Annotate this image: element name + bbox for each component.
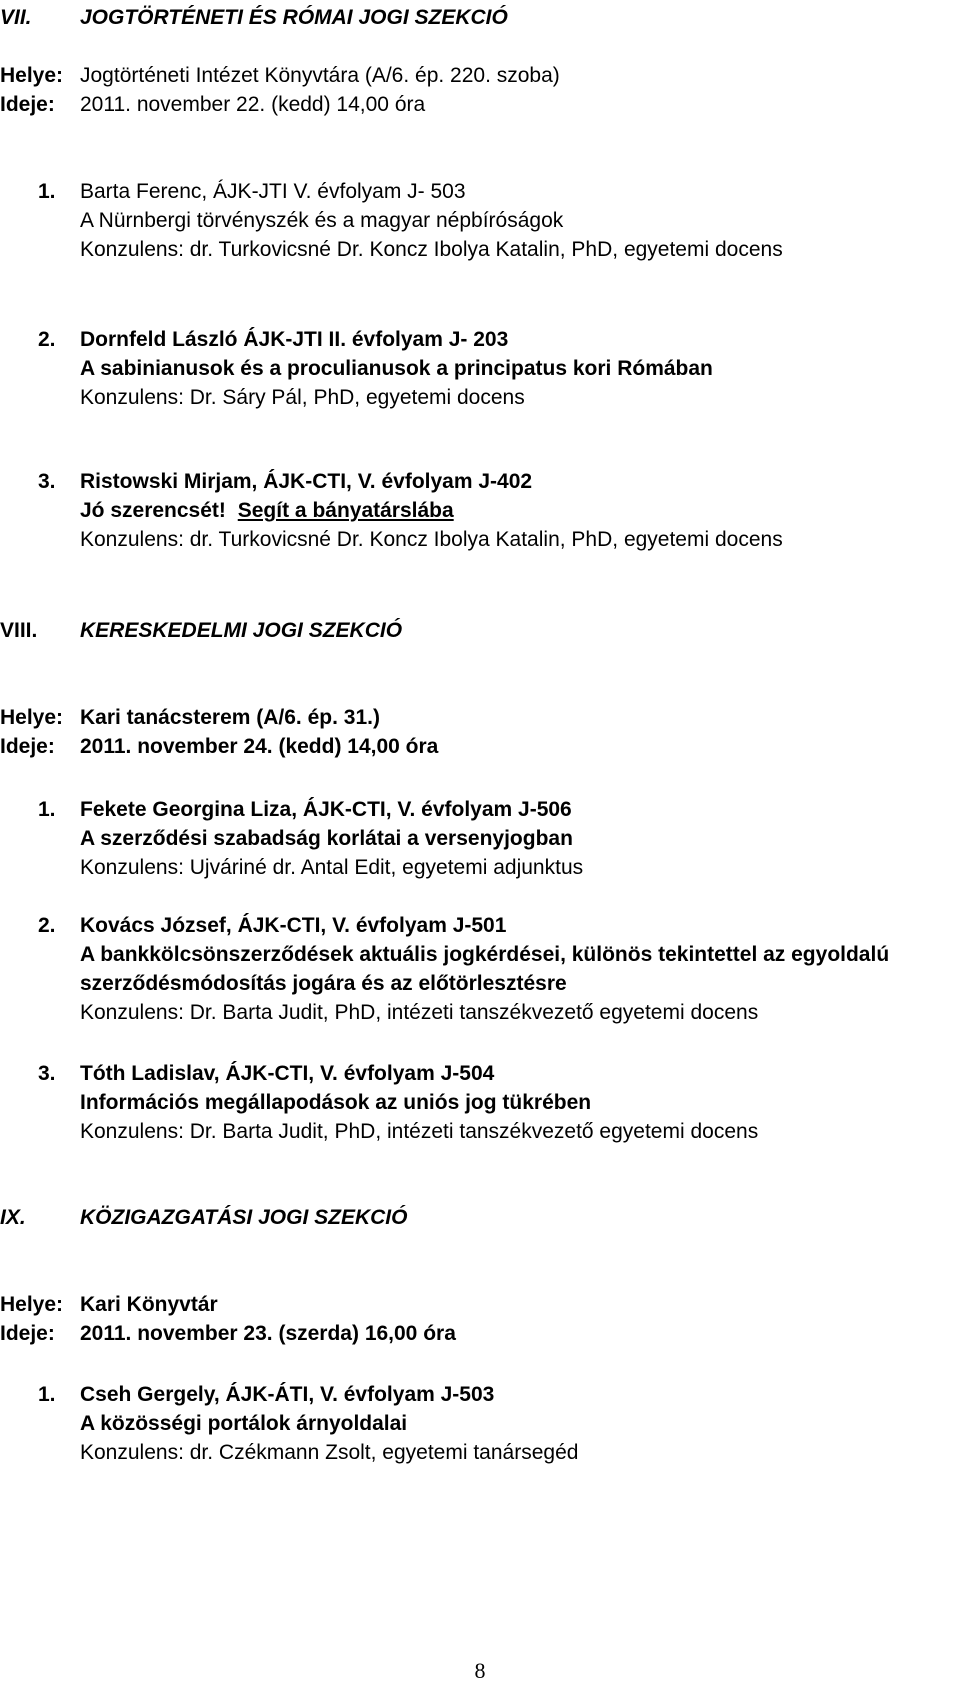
time-label: Ideje:	[0, 1322, 55, 1345]
place-value: Jogtörténeti Intézet Könyvtára (A/6. ép. 220. szoba)	[80, 64, 560, 87]
item-title	[80, 496, 454, 525]
item-title-part2: Segít a bányatárslába	[237, 499, 454, 522]
section-venue-vii	[0, 61, 960, 119]
section-heading-viii	[0, 616, 960, 645]
item-title: A szerződési szabadság korlátai a versenyjogban	[80, 827, 573, 850]
place-value: Kari Könyvtár	[80, 1293, 218, 1316]
item-consultant: Konzulens: Dr. Barta Judit, PhD, intézeti tanszékvezető egyetemi docens	[80, 1001, 759, 1024]
item-author: Kovács József, ÁJK-CTI, V. évfolyam J-501	[80, 914, 507, 937]
item-title-part1: Jó szerencsét!	[80, 499, 226, 522]
item-number: 1.	[38, 180, 56, 203]
item-title: A Nürnbergi törvényszék és a magyar népbíróságok	[80, 209, 564, 232]
item-author: Cseh Gergely, ÁJK-ÁTI, V. évfolyam J-503	[80, 1383, 495, 1406]
item-title: A közösségi portálok árnyoldalai	[80, 1412, 408, 1435]
list-item	[0, 795, 960, 882]
section-numeral: IX.	[0, 1206, 26, 1229]
page-number: 8	[474, 1658, 486, 1683]
item-consultant: Konzulens: Dr. Sáry Pál, PhD, egyetemi docens	[80, 386, 525, 409]
item-title: Információs megállapodások az uniós jog tükrében	[80, 1091, 592, 1114]
time-label: Ideje:	[0, 735, 55, 758]
place-label: Helye:	[0, 1293, 64, 1316]
item-number: 3.	[38, 470, 56, 493]
time-value: 2011. november 22. (kedd) 14,00 óra	[80, 93, 426, 116]
item-title-line2: szerződésmódosítás jogára és az előtörlesztésre	[80, 972, 567, 995]
section-heading-vii	[0, 3, 960, 32]
section-title: KÖZIGAZGATÁSI JOGI SZEKCIÓ	[80, 1206, 408, 1229]
item-title-line1: A bankkölcsönszerződések aktuális jogkérdései, különös tekintettel az egyoldalú	[80, 943, 890, 966]
section-numeral: VIII.	[0, 619, 38, 642]
time-value: 2011. november 23. (szerda) 16,00 óra	[80, 1322, 456, 1345]
list-item	[0, 325, 960, 412]
place-label: Helye:	[0, 706, 64, 729]
section-venue-ix	[0, 1290, 960, 1348]
item-number: 1.	[38, 798, 56, 821]
item-consultant: Konzulens: Ujváriné dr. Antal Edit, egyetemi adjunktus	[80, 856, 584, 879]
place-label: Helye:	[0, 64, 64, 87]
section-venue-viii	[0, 703, 960, 761]
item-number: 2.	[38, 914, 56, 937]
item-title: A sabinianusok és a proculianusok a principatus kori Rómában	[80, 357, 713, 380]
item-number: 3.	[38, 1062, 56, 1085]
place-value: Kari tanácsterem (A/6. ép. 31.)	[80, 706, 380, 729]
list-item	[0, 1059, 960, 1146]
item-author: Fekete Georgina Liza, ÁJK-CTI, V. évfolyam J-506	[80, 798, 572, 821]
list-item	[0, 467, 960, 554]
item-consultant: Konzulens: Dr. Barta Judit, PhD, intézeti tanszékvezető egyetemi docens	[80, 1120, 759, 1143]
item-author: Barta Ferenc, ÁJK-JTI V. évfolyam J- 503	[80, 180, 466, 203]
item-author: Tóth Ladislav, ÁJK-CTI, V. évfolyam J-504	[80, 1062, 495, 1085]
section-title: KERESKEDELMI JOGI SZEKCIÓ	[80, 619, 403, 642]
list-item	[0, 1380, 960, 1467]
item-number: 1.	[38, 1383, 56, 1406]
item-consultant: Konzulens: dr. Turkovicsné Dr. Koncz Ibolya Katalin, PhD, egyetemi docens	[80, 238, 783, 261]
section-numeral: VII.	[0, 6, 32, 29]
list-item	[0, 177, 960, 264]
item-author: Ristowski Mirjam, ÁJK-CTI, V. évfolyam J-402	[80, 470, 533, 493]
section-heading-ix	[0, 1203, 960, 1232]
item-consultant: Konzulens: dr. Turkovicsné Dr. Koncz Ibolya Katalin, PhD, egyetemi docens	[80, 528, 783, 551]
item-number: 2.	[38, 328, 56, 351]
list-item	[0, 911, 960, 1027]
time-value: 2011. november 24. (kedd) 14,00 óra	[80, 735, 439, 758]
section-title: JOGTÖRTÉNETI ÉS RÓMAI JOGI SZEKCIÓ	[80, 6, 508, 29]
item-consultant: Konzulens: dr. Czékmann Zsolt, egyetemi tanársegéd	[80, 1441, 579, 1464]
time-label: Ideje:	[0, 93, 55, 116]
item-author: Dornfeld László ÁJK-JTI II. évfolyam J- 203	[80, 328, 509, 351]
